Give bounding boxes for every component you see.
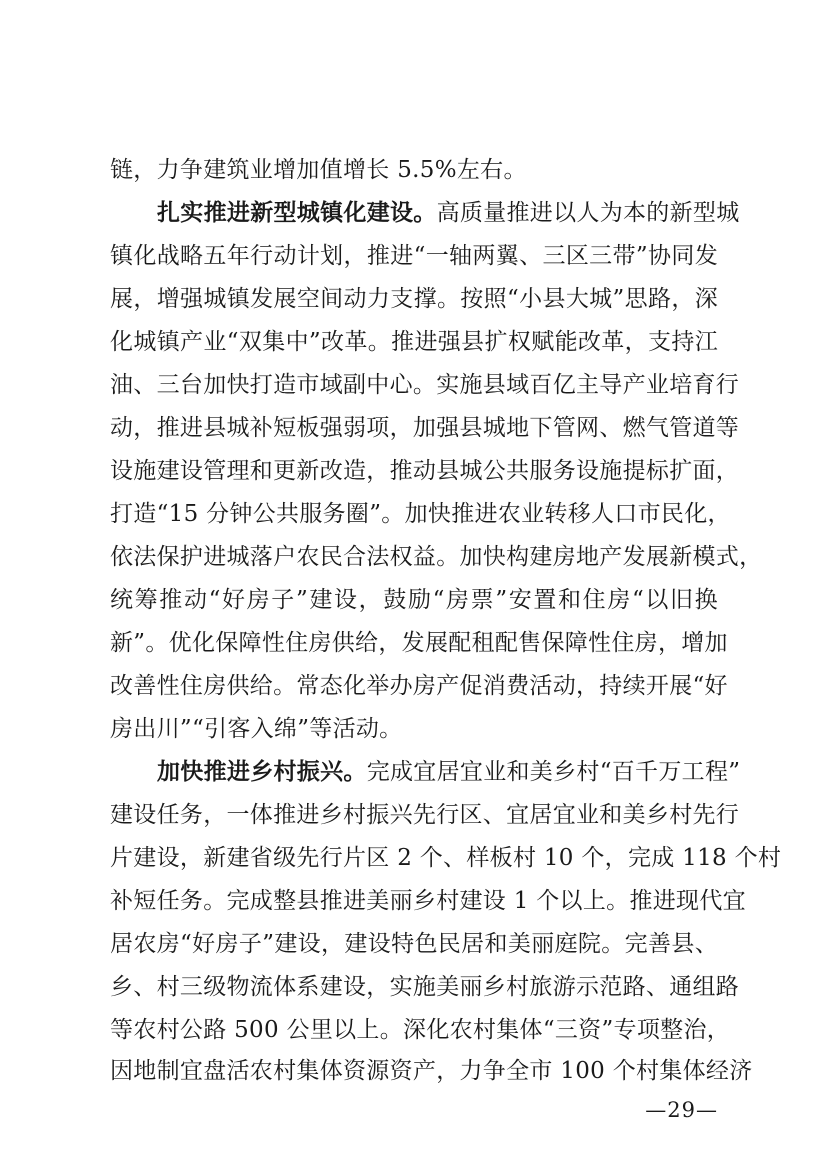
text-span: 高质量推进以人为本的新型城: [436, 200, 740, 226]
text-line: 依法保护进城落户农民合法权益。加快构建房地产发展新模式，: [110, 544, 763, 570]
text-line: 居农房“好房子”建设，建设特色民居和美丽庭院。完善县、: [110, 931, 718, 957]
text-line: 房出川”“引客入绵”等活动。: [110, 716, 403, 742]
text-line: 改善性住房供给。常态化举办房产促消费活动，持续开展“好: [110, 673, 728, 699]
text-line: 打造“15 分钟公共服务圈”。加快推进农业转移人口市民化，: [110, 501, 731, 527]
text-line: 补短任务。完成整县推进美丽乡村建设 1 个以上。推进现代宜: [110, 888, 746, 914]
section-heading: 加快推进乡村振兴。: [157, 758, 367, 785]
paragraph-heading-line: [157, 752, 741, 792]
text-line: 设施建设管理和更新改造，推动县城公共服务设施提标扩面，: [110, 458, 740, 484]
section-heading: 扎实推进新型城镇化建设。: [157, 199, 437, 226]
text-line: 片建设，新建省级先行片区 2 个、样板村 10 个，完成 118 个村: [110, 845, 782, 871]
text-line: 统筹推动“好房子”建设，鼓励“房票”安置和住房“以旧换: [110, 587, 718, 613]
text-line: 新”。优化保障性住房供给，发展配租配售保障性住房，增加: [110, 630, 728, 656]
page-number: —29—: [645, 1098, 718, 1122]
text-line: 乡、村三级物流体系建设，实施美丽乡村旅游示范路、通组路: [110, 974, 740, 1000]
text-line: 镇化战略五年行动计划，推进“一轴两翼、三区三带”协同发: [110, 243, 718, 269]
text-line: 因地制宜盘活农村集体资源资产，力争全市 100 个村集体经济: [110, 1058, 753, 1084]
text-span: 完成宜居宜业和美乡村“百千万工程”: [366, 759, 741, 785]
text-line: 建设任务，一体推进乡村振兴先行区、宜居宜业和美乡村先行: [110, 802, 740, 828]
text-line: 动，推进县城补短板强弱项，加强县城地下管网、燃气管道等: [110, 415, 740, 441]
text-line: 链，力争建筑业增加值增长 5.5%左右。: [110, 157, 527, 183]
text-line: 等农村公路 500 公里以上。深化农村集体“三资”专项整治，: [110, 1017, 731, 1043]
text-line: 展，增强城镇发展空间动力支撑。按照“小县大城”思路，深: [110, 286, 718, 312]
text-line: 化城镇产业“双集中”改革。推进强县扩权赋能改革，支持江: [110, 329, 718, 355]
text-line: 油、三台加快打造市域副中心。实施县域百亿主导产业培育行: [110, 372, 740, 398]
paragraph-heading-line: [157, 193, 740, 233]
